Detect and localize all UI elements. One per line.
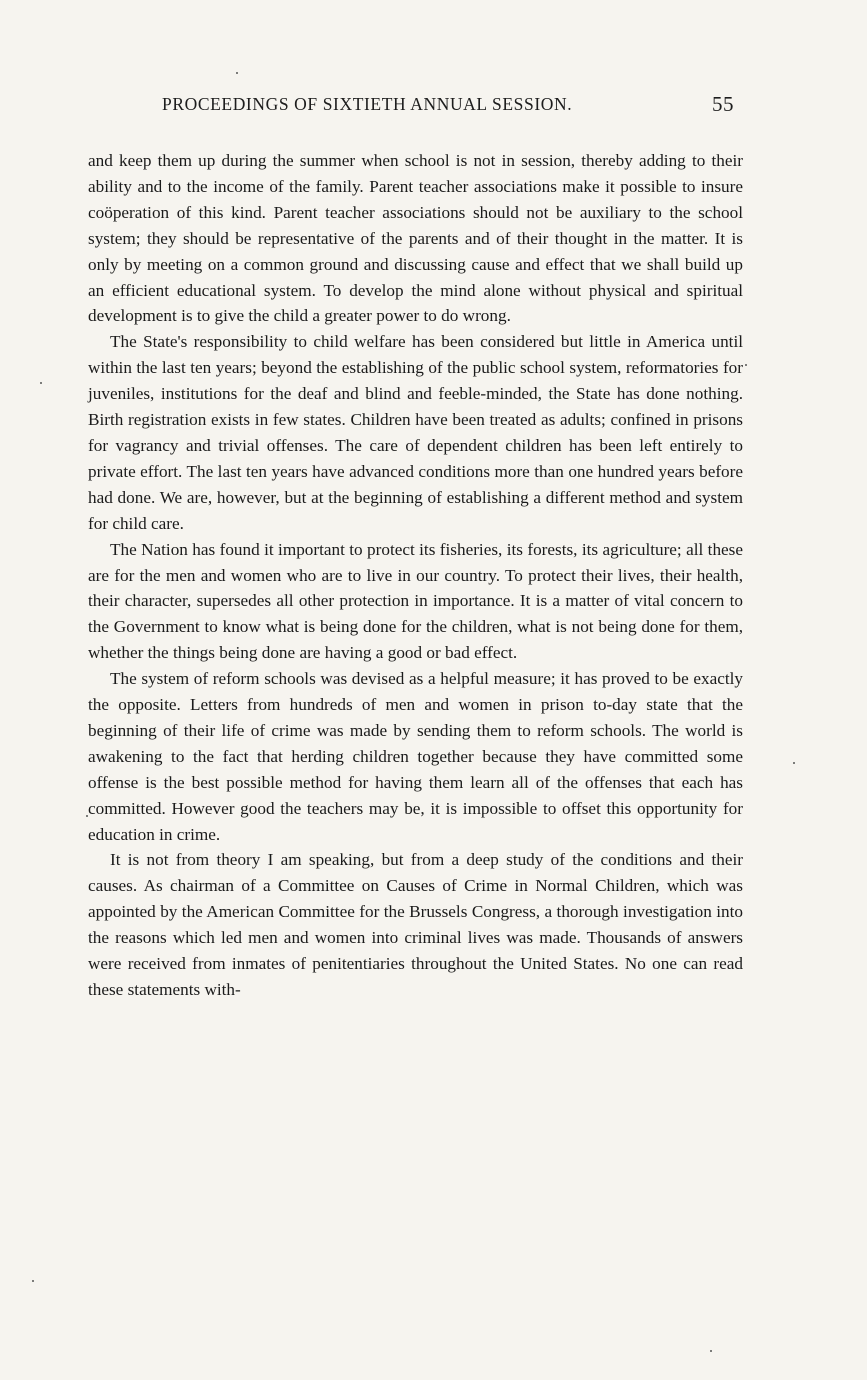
paragraph-reform-schools: The system of reform schools was devised as a helpful measure; it has proved to be exactly the opposite. Letters from hundreds of men and women in prison to-day state that the beginning of their life of crime was made by sending them to reform schools. The world is awakening to the fact that herding children together because they have committed some offense is the best possible method for having them learn all of the offenses that each has committed. However good the teachers may be, it is impossible to offset this opportunity for education in crime.: [88, 669, 743, 844]
paragraph-nation-protection: The Nation has found it important to protect its fisheries, its forests, its agriculture; all these are for the men and women who are to live in our country. To protect their lives, their health, their character, supersedes all other protection in importance. It is a matter of vital concern to the Government to know what is being done for the children, what is not being done for them, whether the things being done are having a good or bad effect.: [88, 539, 743, 663]
speck: [710, 1350, 712, 1352]
paragraph-crime-study: It is not from theory I am speaking, but from a deep study of the conditions and their causes. As chairman of a Committee on Causes of Crime in Normal Children, which was appointed by the American Committee for the Brussels Congress, a thorough investigation into the reasons which led men and women into criminal lives was made. Thousands of answers were received from inmates of penitentiaries throughout the United States. No one can read these statements with-: [88, 850, 743, 999]
speck: [32, 1280, 34, 1282]
speck: [236, 72, 238, 74]
speck: [793, 762, 795, 764]
speck: [40, 382, 42, 384]
paragraph-state-responsibility: The State's responsibility to child welfare has been considered but little in America until within the last ten years; beyond the establishing of the public school system, reformatories for juveniles, institutions for the deaf and blind and feeble-minded, the State has done nothing. Birth registration exists in few states. Children have been treated as adults; confined in prisons for vagrancy and trivial offenses. The care of dependent children has been left entirely to private effort. The last ten years have advanced conditions more than one hundred years before had done. We are, however, but at the beginning of establishing a different method and system for child care.: [88, 332, 743, 533]
speck: [86, 815, 88, 817]
paragraph-continued: and keep them up during the summer when school is not in session, thereby adding to their ability and to the income of the family. Parent teacher associations make it possible to insure coöperation of this kind. Parent teacher associations should not be auxiliary to the school system; they should be representative of the parents and of their thought in the matter. It is only by meeting on a common ground and discussing cause and effect that we shall build up an efficient educational system. To develop the mind alone without physical and spiritual development is to give the child a greater power to do wrong.: [88, 151, 743, 326]
speck: [745, 364, 747, 366]
body-text: [88, 148, 743, 1003]
page-number: 55: [712, 92, 734, 116]
running-title: PROCEEDINGS OF SIXTIETH ANNUAL SESSION.: [162, 94, 573, 114]
